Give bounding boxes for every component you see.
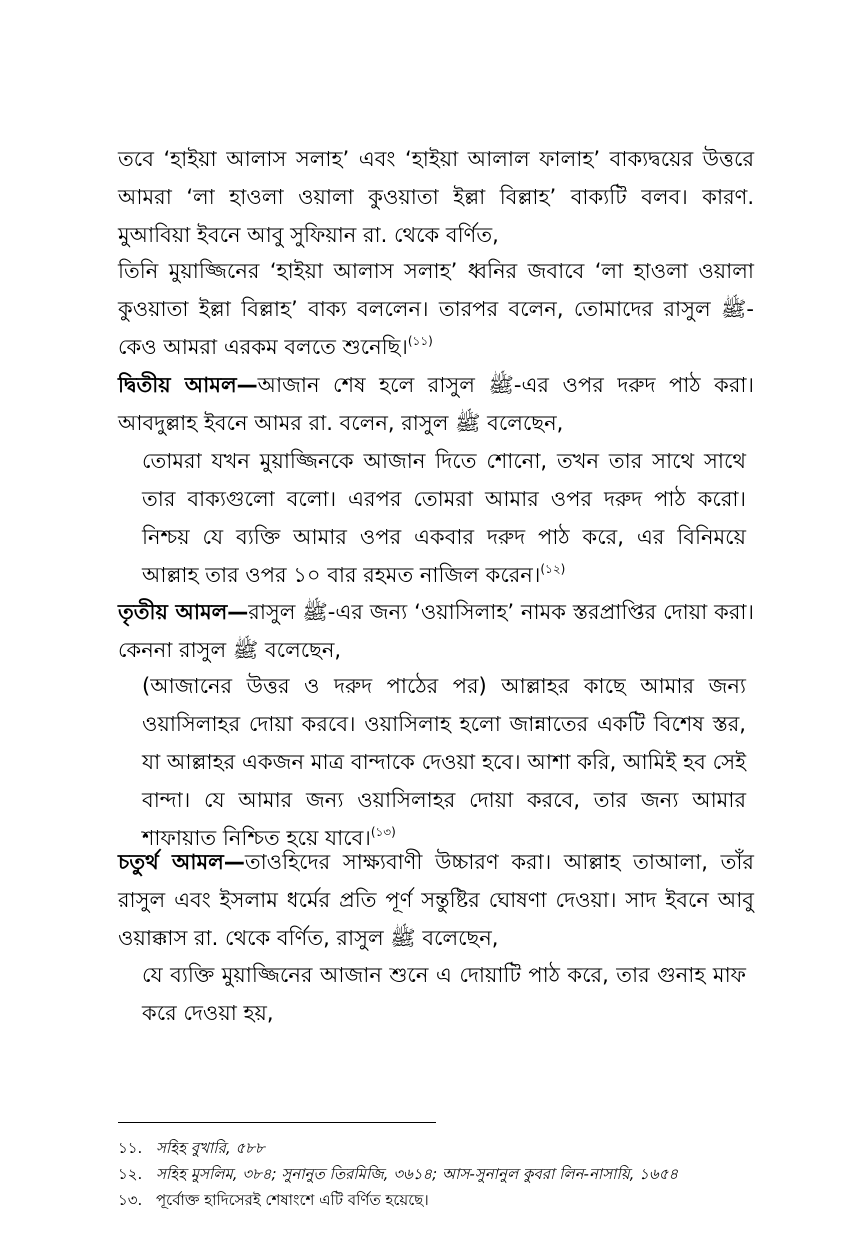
hadith-text: তিনি মুয়াজ্জিনের ‘হাইয়া আলাস সলাহ’ ধ্বনির জবাবে ‘লা হাওলা ওয়ালা কুওয়াতা ইল্লা বিল্লাহ’ বাক্য বললেন। তারপর বলেন, তোমাদের রাসুল ﷺ-কেও আমরা এরকম বলতে শুনেছি।: [118, 259, 754, 359]
section-heading: দ্বিতীয় আমল—: [118, 373, 258, 397]
section-heading: তৃতীয় আমল—: [118, 600, 249, 624]
quote-block-3: [142, 956, 746, 1032]
paragraph-text: তবে ‘হাইয়া আলাস সলাহ’ এবং ‘হাইয়া আলাল ফালাহ’ বাক্যদ্বয়ের উত্তরে আমরা ‘লা হাওলা ওয়ালা কুওয়াতা ইল্লা বিল্লাহ’ বাক্যটি বলব। কারণ. মুআবিয়া ইবনে আবু সুফিয়ান রা. থেকে বর্ণিত,: [118, 147, 754, 247]
paragraph-text: [118, 593, 754, 669]
section-text: রাসুল ﷺ-এর জন্য ‘ওয়াসিলাহ’ নামক স্তরপ্রাপ্তির দোয়া করা। কেননা রাসুল ﷺ বলেছেন,: [118, 600, 754, 662]
footnote-number: ১৩.: [118, 1191, 143, 1209]
quote-body: তোমরা যখন মুয়াজ্জিনকে আজান দিতে শোনো, তখন তার সাথে সাথে তার বাক্যগুলো বলো। এরপর তোমরা আমার ওপর দরুদ পাঠ করো। নিশ্চয় যে ব্যক্তি আমার ওপর একবার দরুদ পাঠ করে, এর বিনিময়ে আল্লাহ তার ওপর ১০ বার রহমত নাজিল করেন।: [142, 449, 746, 587]
section-fourth-amal: [118, 843, 754, 957]
footnote-text: সহিহ বুখারি, ৫৮৮: [156, 1139, 265, 1157]
quote-body: (আজানের উত্তর ও দরুদ পাঠের পর) আল্লাহর কাছে আমার জন্য ওয়াসিলাহর দোয়া করবে। ওয়াসিলাহ হলো জান্নাতের একটি বিশেষ স্তর, যা আল্লাহর একজন মাত্র বান্দাকে দেওয়া হবে। আশা করি, আমিই হব সেই বান্দা। যে আমার জন্য ওয়াসিলাহর দোয়া করবে, তার জন্য আমার শাফায়াত নিশ্চিত হয়ে যাবে।: [142, 674, 746, 850]
footnote-ref-11[interactable]: (১১): [407, 334, 433, 348]
footnote-number: ১২.: [118, 1165, 143, 1183]
footnote-divider: [118, 1122, 436, 1123]
footnote-13: [118, 1189, 778, 1211]
quote-text: [142, 442, 746, 594]
quote-block-2: [142, 667, 746, 857]
footnote-11: [118, 1137, 778, 1159]
paragraph-text: [118, 843, 754, 957]
paragraph-text: [118, 252, 754, 366]
paragraph-intro: [118, 140, 754, 254]
footnote-number: ১১.: [118, 1139, 143, 1157]
section-third-amal: [118, 593, 754, 669]
footnote-ref-13[interactable]: (১৩): [370, 825, 396, 839]
quote-text: যে ব্যক্তি মুয়াজ্জিনের আজান শুনে এ দোয়াটি পাঠ করে, তার গুনাহ মাফ করে দেওয়া হয়,: [142, 963, 746, 1025]
section-text: তাওহিদের সাক্ষ্যবাণী উচ্চারণ করা। আল্লাহ তাআলা, তাঁর রাসুল এবং ইসলাম ধর্মের প্রতি পূর্ণ সন্তুষ্টির ঘোষণা দেওয়া। সাদ ইবনে আবু ওয়াক্কাস রা. থেকে বর্ণিত, রাসুল ﷺ বলেছেন,: [118, 850, 754, 950]
section-heading: চতুর্থ আমল—: [118, 850, 245, 874]
quote-block-1: [142, 442, 746, 594]
section-second-amal: [118, 366, 754, 442]
section-text: আজান শেষ হলে রাসুল ﷺ-এর ওপর দরুদ পাঠ করা। আবদুল্লাহ ইবনে আমর রা. বলেন, রাসুল ﷺ বলেছেন,: [118, 373, 754, 435]
paragraph-hadith-1: [118, 252, 754, 366]
paragraph-text: [118, 366, 754, 442]
quote-text: [142, 667, 746, 857]
footnote-ref-12[interactable]: (১২): [540, 562, 566, 576]
footnote-12: [118, 1163, 778, 1185]
footnote-text: সহিহ মুসলিম, ৩৮৪; সুনানুত তিরমিজি, ৩৬১৪; আস-সুনানুল কুবরা লিন-নাসায়ি, ১৬৫৪: [156, 1165, 679, 1183]
footnote-text: পূর্বোক্ত হাদিসেরই শেষাংশে এটি বর্ণিত হয়েছে।: [156, 1191, 429, 1209]
